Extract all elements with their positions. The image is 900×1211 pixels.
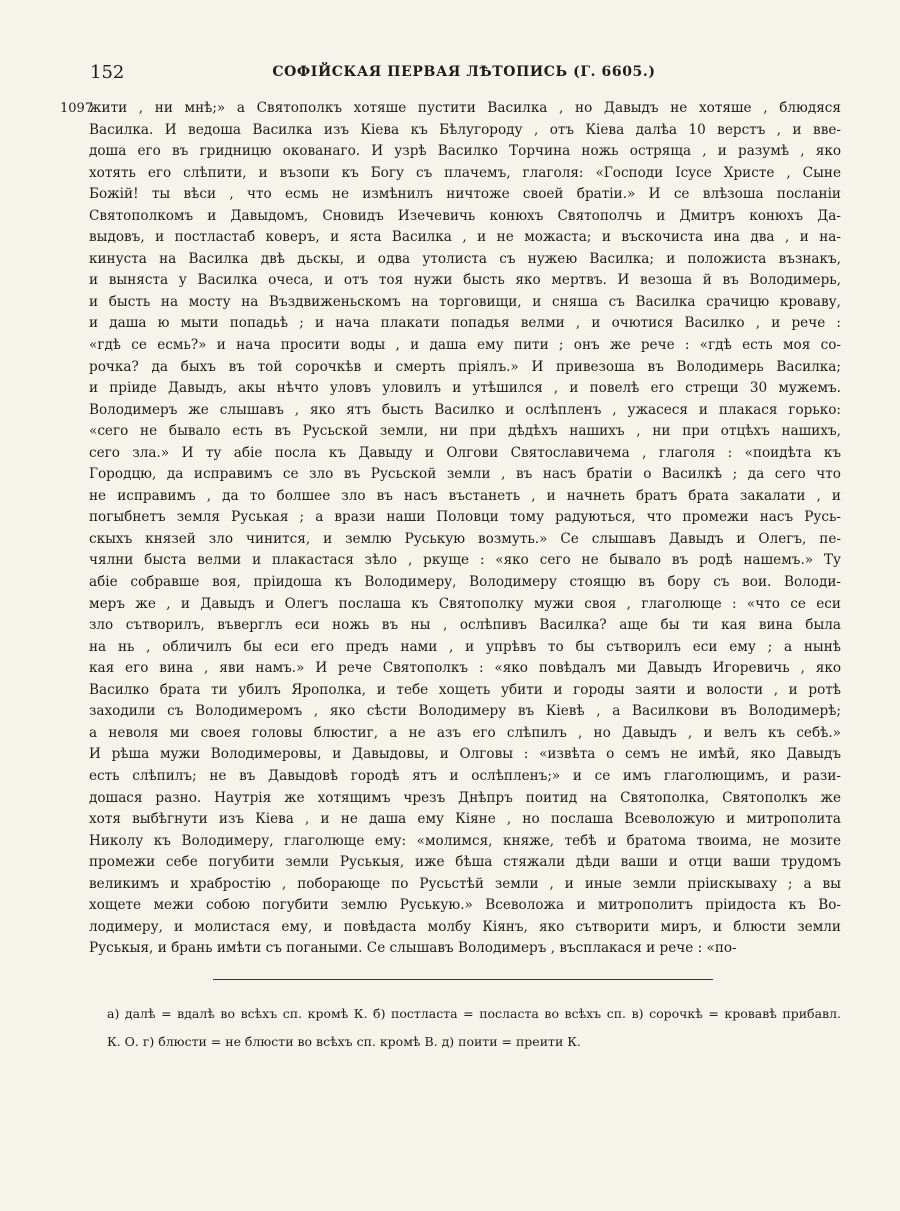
text-line: Божій! ты вѣси , что есмь не измѣнилъ ничтоже своей братіи.» И се влѣзоша посланіи	[89, 186, 841, 203]
footnotes	[107, 1000, 841, 1056]
text-line: и бысть на мосту на Въздвиженьскомъ на торговищи, и сняша съ Василка срачицю кроваву,	[89, 293, 841, 310]
text-line: и даша ю мыти попадьѣ ; и нача плакати попадья велми , и очютися Василко , и рече :	[89, 315, 841, 332]
chronicle-text	[60, 98, 841, 960]
text-line: И рѣша мужи Володимеровы, и Давыдовы, и Олговы : «извѣта о семъ не имѣй, яко Давыдъ	[89, 746, 841, 763]
text-line: промежи себе погубити земли Руськыя, иже бѣша стяжали дѣди ваши и отци ваши трудомъ	[89, 854, 841, 871]
text-line: доша его въ гридницю окованаго. И узрѣ Василко Торчина ножь остряща , и разумѣ , яко	[89, 143, 841, 160]
text-line: не исправимъ , да то болшее зло въ насъ въстанеть , и начнеть братъ брата закалати , и	[89, 487, 841, 504]
text-line: хощете межи собою погубити землю Руськую.» Всеволожа и митрополитъ пріидоста къ Во-	[89, 897, 841, 914]
text-line: жити , ни мнѣ;» а Святополкъ хотяше пустити Василка , но Давыдъ не хотяше , блюдяся 1097	[89, 98, 841, 120]
text-line: великимъ и храбростію , поборающе по Русьстѣй земли , и иные земли пріискываху ; а вы	[89, 875, 841, 892]
text-line: Василка. И ведоша Василка изъ Кіева къ Бѣлугороду , отъ Кіева далѣа 10 верстъ , и вве-	[89, 121, 841, 138]
text-line: абіе собравше воя, пріидоша къ Володимеру, Володимеру стоящю въ бору съ вои. Володи-	[89, 574, 841, 591]
margin-year: 1097	[60, 101, 94, 116]
text-line: Василко брата ти убилъ Ярополка, и тебе хощеть убити и городы заяти и волости , и ротѣ	[89, 681, 841, 698]
text-line: дошася разно. Наутрія же хотящимъ чрезъ Днѣпръ поитид на Святополка, Святополкъ же	[89, 789, 841, 806]
text-line: кинуста на Василка двѣ дьскы, и одва утолиста съ нужею Василка; и положиста възнакъ,	[89, 250, 841, 267]
text-line: кая его вина , яви намъ.» И рече Святополкъ : «яко повѣдалъ ми Давыдъ Игоревичь , яко	[89, 660, 841, 677]
text-line: погыбнетъ земля Руськая ; а врази наши Половци тому радуються, что промежи насъ Русь-	[89, 509, 841, 526]
text-line: зло сътворилъ, въверглъ еси ножь въ ны , ослѣпивъ Василка? аще бы ти кая вина была	[89, 617, 841, 634]
text-line: Святополкомъ и Давыдомъ, Сновидъ Изечевичь конюхъ Святополчь и Дмитръ конюхъ Да-	[89, 207, 841, 224]
text-line: выдовъ, и постластаб коверъ, и яста Василка , и не можаста; и въскочиста ина два , и на-	[89, 229, 841, 246]
text-line: скыхъ князей зло чинится, и землю Руськую возмуть.» Се слышавъ Давыдъ и Олегъ, пе-	[89, 530, 841, 547]
text-line: Володимеръ же слышавъ , яко ятъ бысть Василко и ослѣпленъ , ужасеся и плакася горько:	[89, 401, 841, 418]
footnote-line: а) далѣ = вдалѣ во всѣхъ сп. кромѣ К. б) постласта = посласта во всѣхъ сп. в) сорочкѣ = кровавѣ прибавл.	[107, 1006, 841, 1021]
page-number: 152	[90, 62, 125, 83]
text-line: на нь , обличилъ бы еси его предъ нами , и упрѣвъ то бы сътворилъ еси ему ; а нынѣ	[89, 638, 841, 655]
footnote-divider	[213, 979, 713, 980]
text-line: сего зла.» И ту абіе посла къ Давыду и Олгови Святославичема , глаголя : «поидѣта къ	[89, 444, 841, 461]
text-line: рочка? да быхъ въ той сорочкѣв и смерть пріялъ.» И привезоша въ Володимерь Василка;	[89, 358, 841, 375]
footnote-line: К. О. г) блюсти = не блюсти во всѣхъ сп. кромѣ В. д) поити = преити К.	[107, 1034, 581, 1049]
text-line: заходили съ Володимеромъ , яко сѣсти Володимеру въ Кіевѣ , а Василкови въ Володимерѣ;	[89, 703, 841, 720]
running-title: СОФІЙСКАЯ ПЕРВАЯ ЛѢТОПИСЬ (Г. 6605.)	[272, 64, 656, 80]
text-line: а неволя ми своея головы блюстиг, а не азъ его слѣпилъ , но Давыдъ , и велъ къ себѣ.»	[89, 724, 841, 741]
text-line: хотя выбѣгнути изъ Кіева , и не даша ему Кіяне , но послаша Всеволожую и митрополита	[89, 811, 841, 828]
text-line: Городцю, да исправимъ се зло въ Русьской земли , въ насъ братіи о Василкѣ ; да сего что	[89, 466, 841, 483]
text-line: «сего не бывало есть въ Русьской земли, ни при дѣдѣхъ нашихъ , ни при отцѣхъ нашихъ,	[89, 423, 841, 440]
text-line: хотять его слѣпити, и възопи къ Богу съ плачемъ, глаголя: «Господи Ісусе Христе , Сыне	[89, 164, 841, 181]
text-line: Руськыя, и брань имѣти съ погаными. Се слышавъ Володимеръ , въсплакася и рече : «по-	[89, 940, 737, 957]
text-line: и выняста у Василка очеса, и отъ тоя нужи бысть яко мертвъ. И везоша й въ Володимерь,	[89, 272, 841, 289]
text-line: Николу къ Володимеру, глаголюще ему: «молимся, княже, тебѣ и братома твоима, не мозите	[89, 832, 841, 849]
text-line: и пріиде Давыдъ, акы нѣчто уловъ уловилъ и утѣшился , и повелѣ его стрещи 30 мужемъ.	[89, 380, 841, 397]
text-line: чялни быста велми и плакастася зѣло , ркуще : «яко сего не бывало въ родѣ нашемъ.» Ту	[89, 552, 841, 569]
text-line: есть слѣпилъ; не въ Давыдовѣ городѣ ятъ и ослѣпленъ;» и се имъ глаголющимъ, и рази-	[89, 767, 841, 784]
page-header	[88, 62, 840, 88]
text-line: меръ же , и Давыдъ и Олегъ послаша къ Святополку мужи своя , глаголюще : «что се еси	[89, 595, 841, 612]
text-line: лодимеру, и молистася ему, и повѣдаста молбу Кіянъ, яко сътворити миръ, и блюсти земли	[89, 918, 841, 935]
text-line: «гдѣ се есмь?» и нача просити воды , и даша ему пити ; онъ же рече : «гдѣ есть моя со-	[89, 337, 841, 354]
